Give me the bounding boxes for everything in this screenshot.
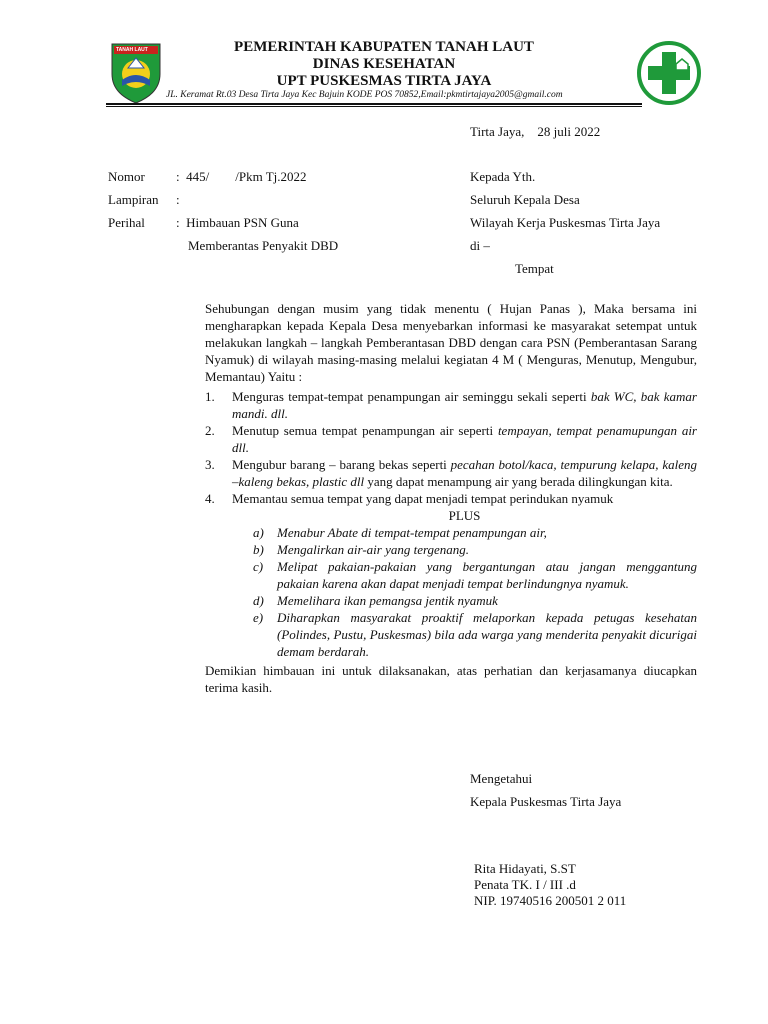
signatory-nip: NIP. 19740516 200501 2 011 (474, 893, 627, 908)
list-number: 3. (205, 457, 215, 472)
intro-paragraph: Sehubungan dengan musim yang tidak menentu ( Hujan Panas ), Maka bersama ini mengharapkan kepada Kepala Desa menyebarkan informasi ke masyarakat setempat untuk melakukan langkah – langkah Pemberantasan DBD dengan cara PSN (Pemberantasan Sarang Nyamuk) di wilayah masing-masing melalui kegiatan 4 M ( Menguras, Menutup, Mengubur, Memantau) Yaitu : (205, 301, 697, 384)
header-rule-thin (106, 106, 642, 107)
sub-list-letter: e) (253, 610, 264, 625)
sub-list-letter: a) (253, 525, 264, 540)
sub-list-letter: c) (253, 559, 264, 574)
list-item-text: Menutup semua tempat penampungan air seperti tempayan, tempat penamupungan air dll. (232, 423, 697, 455)
header-line-3: UPT PUSKESMAS TIRTA JAYA (276, 73, 492, 89)
sub-list-item (253, 524, 697, 541)
list-number: 4. (205, 491, 215, 506)
header-line-2: DINAS KESEHATAN (312, 56, 456, 72)
list-item (205, 456, 697, 490)
sub-list-text: Menabur Abate di tempat-tempat penampungan air, (277, 525, 547, 540)
recipient-line-4: di – (470, 238, 490, 253)
logo-caption: TANAH LAUT (116, 47, 148, 53)
sub-list-item (253, 592, 697, 609)
closing-paragraph: Demikian himbauan ini untuk dilaksanakan, atas perhatian dan kerjasamanya diucapkan terima kasih. (205, 663, 697, 695)
sub-list-text: Diharapkan masyarakat proaktif melaporkan kepada petugas kesehatan (Polindes, Pustu, Puskesmas) bila ada warga yang menderita penyakit dicurigai demam berdarah. (277, 610, 697, 659)
nomor-value: : 445/ /Pkm Tj.2022 (176, 169, 307, 184)
header-rule-thick (106, 103, 642, 105)
perihal-label: Perihal (108, 215, 145, 230)
sub-list-item (253, 609, 697, 660)
letter-date: Tirta Jaya, 28 juli 2022 (470, 124, 601, 139)
sub-list-item (253, 541, 697, 558)
numbered-list (205, 388, 697, 696)
sub-list (205, 524, 697, 660)
signature-title: Kepala Puskesmas Tirta Jaya (470, 794, 622, 809)
list-item (205, 388, 697, 422)
recipient-line-5: Tempat (515, 261, 554, 276)
list-item-text: Memantau semua tempat yang dapat menjadi tempat perindukan nyamuk (232, 491, 614, 506)
plus-heading: PLUS (448, 508, 481, 523)
list-item-text: Mengubur barang – barang bekas seperti pecahan botol/kaca, tempurung kelapa, kaleng –kaleng bekas, plastic dll yang dapat menampung air yang berada dilingkungan kita. (232, 457, 697, 489)
sub-list-letter: d) (253, 593, 264, 608)
perihal-value-cont: Memberantas Penyakit DBD (188, 238, 339, 253)
list-item-text: Menguras tempat-tempat penampungan air seminggu sekali seperti bak WC, bak kamar mandi. dll. (232, 389, 697, 421)
sub-list-letter: b) (253, 542, 264, 557)
signatory-name: Rita Hidayati, S.ST (474, 861, 576, 876)
list-number: 2. (205, 423, 215, 438)
list-item (205, 490, 697, 507)
sub-list-text: Mengalirkan air-air yang tergenang. (277, 542, 470, 557)
recipient-line-1: Kepada Yth. (470, 169, 536, 184)
sub-list-text: Melipat pakaian-pakaian yang bergantungan atau jangan menggantung pakaian karena akan dapat menjadi tempat berlindungnya nyamuk. (277, 559, 697, 591)
lampiran-value: : (176, 192, 180, 207)
list-item (205, 422, 697, 456)
recipient-line-3: Wilayah Kerja Puskesmas Tirta Jaya (470, 215, 661, 230)
perihal-value: : Himbauan PSN Guna (176, 215, 299, 230)
nomor-label: Nomor (108, 169, 145, 184)
header-address: JL. Keramat Rt.03 Desa Tirta Jaya Kec Bajuin KODE POS 70852,Email:pkmtirtajaya2005@gmail.com (166, 90, 563, 100)
header-line-1: PEMERINTAH KABUPATEN TANAH LAUT (234, 39, 534, 55)
recipient-line-2: Seluruh Kepala Desa (470, 192, 580, 207)
sub-list-item (253, 558, 697, 592)
sub-list-text: Memelihara ikan pemangsa jentik nyamuk (277, 593, 498, 608)
signatory-rank: Penata TK. I / III .d (474, 877, 576, 892)
lampiran-label: Lampiran (108, 192, 159, 207)
list-number: 1. (205, 389, 215, 404)
signature-acknowledged: Mengetahui (470, 771, 533, 786)
